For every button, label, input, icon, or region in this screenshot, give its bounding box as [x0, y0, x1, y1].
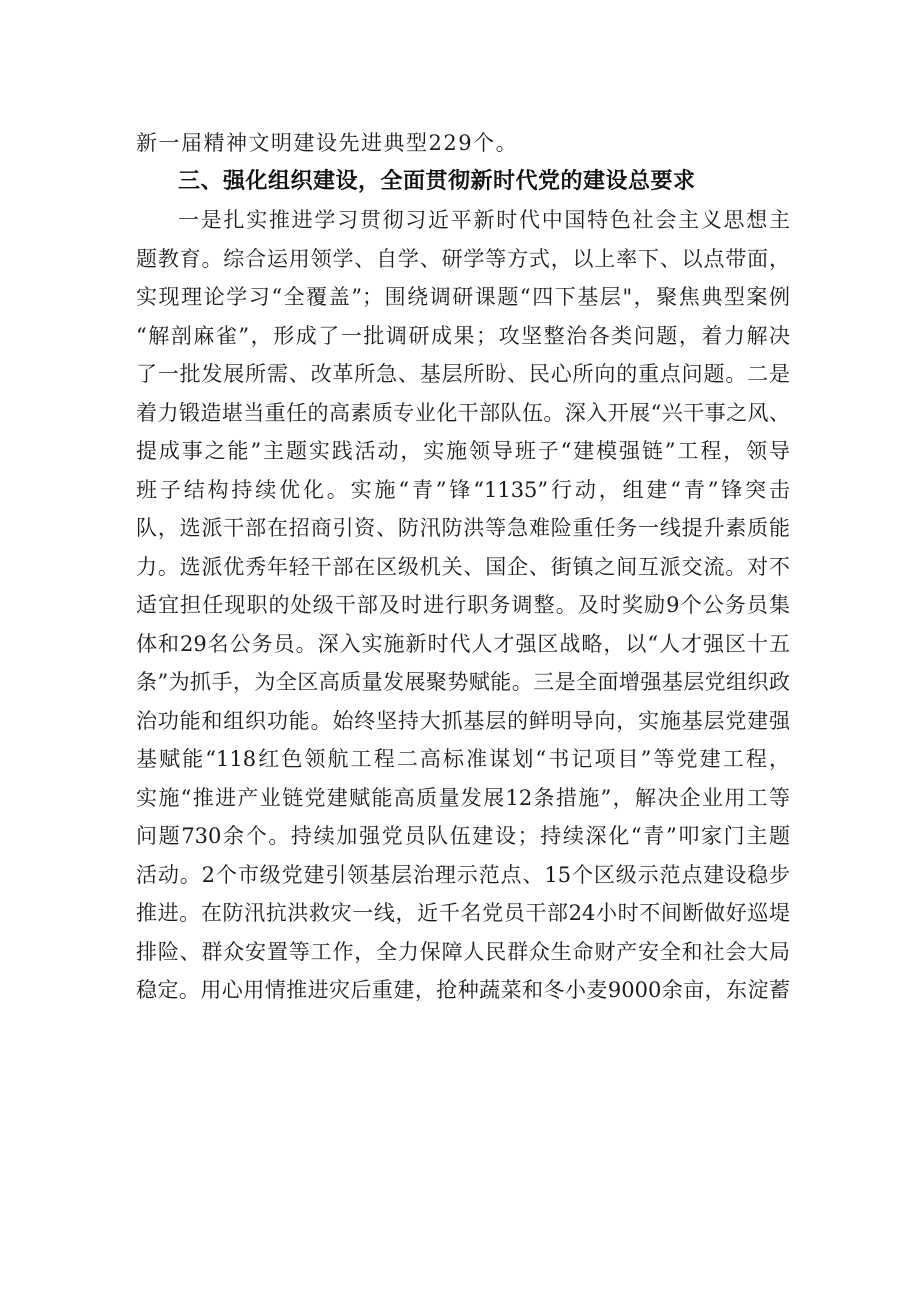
paragraph-line: 实施“推进产业链党建赋能高质量发展12条措施”，解决企业用工等: [136, 785, 790, 810]
paragraph-line: 班子结构持续优化。实施“青”锋“1135”行动，组建“青”锋突击: [136, 477, 790, 502]
paragraph-line: 力。选派优秀年轻干部在区级机关、国企、街镇之间互派交流。对不: [136, 554, 790, 579]
paragraph-line: 推进。在防汛抗洪救灾一线，近千名党员干部24小时不间断做好巡堤: [136, 901, 790, 925]
paragraph-line: 提成事之能”主题实践活动，实施领导班子“建模强链”工程，领导: [136, 439, 790, 463]
paragraph-line: 体和29名公务员。深入实施新时代人才强区战略，以“人才强区十五: [136, 631, 790, 656]
paragraph-line: “解剖麻雀”，形成了一批调研成果；攻坚整治各类问题，着力解决: [136, 323, 790, 348]
paragraph-line: 稳定。用心用情推进灾后重建，抢种蔬菜和冬小麦9000余亩，东淀蓄: [136, 978, 790, 1002]
section-heading: 三、强化组织建设，全面贯彻新时代党的建设总要求: [178, 168, 696, 194]
paragraph-line: 题教育。综合运用领学、自学、研学等方式，以上率下、以点带面，: [136, 246, 790, 271]
paragraph-line: 了一批发展所需、改革所急、基层所盼、民心所向的重点问题。二是: [136, 362, 790, 386]
paragraph-line: 条”为抓手，为全区高质量发展聚势赋能。三是全面增强基层党组织政: [136, 670, 790, 694]
paragraph-line: 实现理论学习“全覆盖”；围绕调研课题“四下基层"，聚焦典型案例: [136, 285, 790, 309]
paragraph-line: 适宜担任现职的处级干部及时进行职务调整。及时奖励9个公务员集: [136, 593, 790, 617]
paragraph-line: 活动。2个市级党建引领基层治理示范点、15个区级示范点建设稳步: [136, 862, 790, 887]
paragraph-line: 问题730余个。持续加强党员队伍建设；持续深化“青”叩家门主题: [136, 824, 790, 848]
paragraph-line: 着力锻造堪当重任的高素质专业化干部队伍。深入开展“兴干事之风、: [136, 400, 790, 425]
paragraph-line: 一是扎实推进学习贯彻习近平新时代中国特色社会主义思想主: [178, 208, 790, 232]
paragraph-line: 基赋能“118红色领航工程二高标准谋划“书记项目”等党建工程，: [136, 747, 790, 771]
document-body: [136, 124, 790, 1010]
paragraph-line: 治功能和组织功能。始终坚持大抓基层的鲜明导向，实施基层党建强: [136, 708, 790, 733]
paragraph-line: 队，选派干部在招商引资、防汛防洪等急难险重任务一线提升素质能: [136, 516, 790, 540]
paragraph-line: 排险、群众安置等工作，全力保障人民群众生命财产安全和社会大局: [136, 939, 790, 964]
paragraph-line: 新一届精神文明建设先进典型229个。: [136, 131, 519, 155]
